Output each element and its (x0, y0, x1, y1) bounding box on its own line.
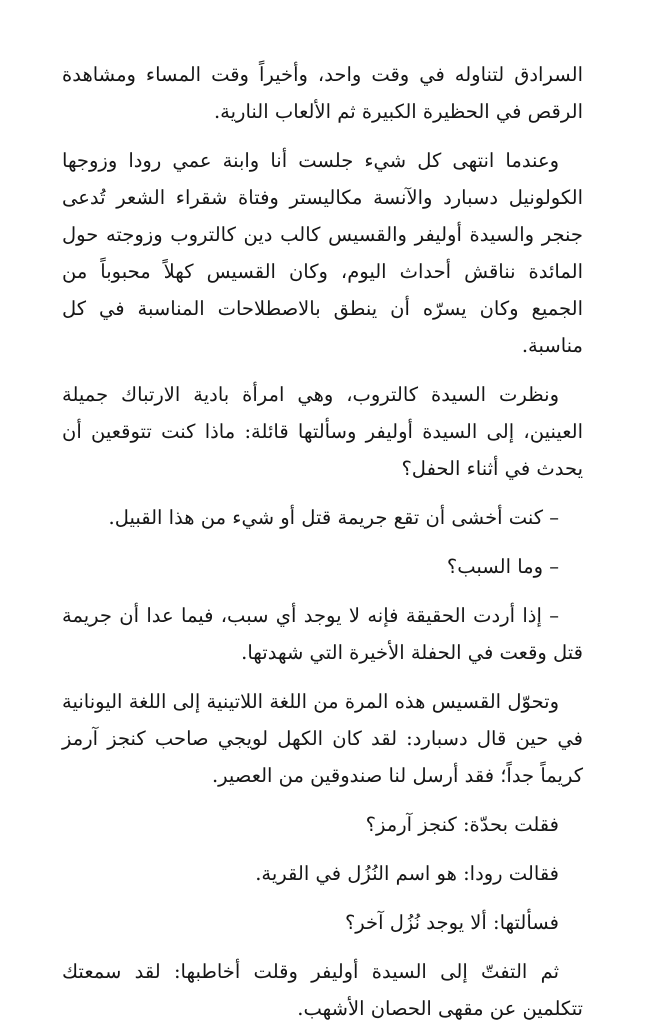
dialogue-line-inn-name: فقالت رودا: هو اسم النُزُل في القرية. (255, 862, 559, 885)
page-text (62, 56, 583, 1027)
paragraph-vicar-despard: وتحوّل القسيس هذه المرة من اللغة اللاتينية إلى اللغة اليونانية في حين قال دسبارد: لقد كان الكهل لويجي صاحب كنجز آرمز كريماً جداً؛ فقد أرسل لنا صندوقين من العصير. (62, 690, 583, 787)
dialogue-line-murder-fear: – كنت أخشى أن تقع جريمة قتل أو شيء من هذا القبيل. (108, 506, 559, 529)
dialogue-line-another-inn: فسألتها: ألا يوجد نُزُل آخر؟ (344, 911, 559, 934)
paragraph-gathering: وعندما انتهى كل شيء جلست أنا وابنة عمي رودا وزوجها الكولونيل دسبارد والآنسة مكاليستر وفتاة شقراء الشعر تُدعى جنجر والسيدة أوليفر والقسيس كالب دين كالتروب وزوجته حول المائدة نناقش أحداث اليوم، وكان القسيس كهلاً محبوباً من الجميع وكان يسرّه أن ينطق بالاصطلاحات المناسبة في كل مناسبة. (62, 149, 583, 357)
paragraph-mrs-caltrop-question: ونظرت السيدة كالتروب، وهي امرأة بادية الارتباك جميلة العينين، إلى السيدة أوليفر وسألتها قائلة: ماذا كنت تتوقعين أن يحدث في أثناء الحفل؟ (62, 383, 583, 480)
paragraph-continuation: السرادق لتناوله في وقت واحد، وأخيراً وقت المساء ومشاهدة الرقص في الحظيرة الكبيرة ثم الألعاب النارية. (62, 63, 583, 123)
dialogue-line-why: – وما السبب؟ (446, 555, 559, 578)
dialogue-line-no-reason: – إذا أردت الحقيقة فإنه لا يوجد أي سبب، فيما عدا أن جريمة قتل وقعت في الحفلة الأخيرة التي شهدتها. (62, 604, 583, 664)
dialogue-line-kings-arms: فقلت بحدّة: كنجز آرمز؟ (365, 813, 559, 836)
paragraph-pale-horse: ثم التفتّ إلى السيدة أوليفر وقلت أخاطبها: لقد سمعتك تتكلمين عن مقهى الحصان الأشهب. (62, 960, 583, 1020)
